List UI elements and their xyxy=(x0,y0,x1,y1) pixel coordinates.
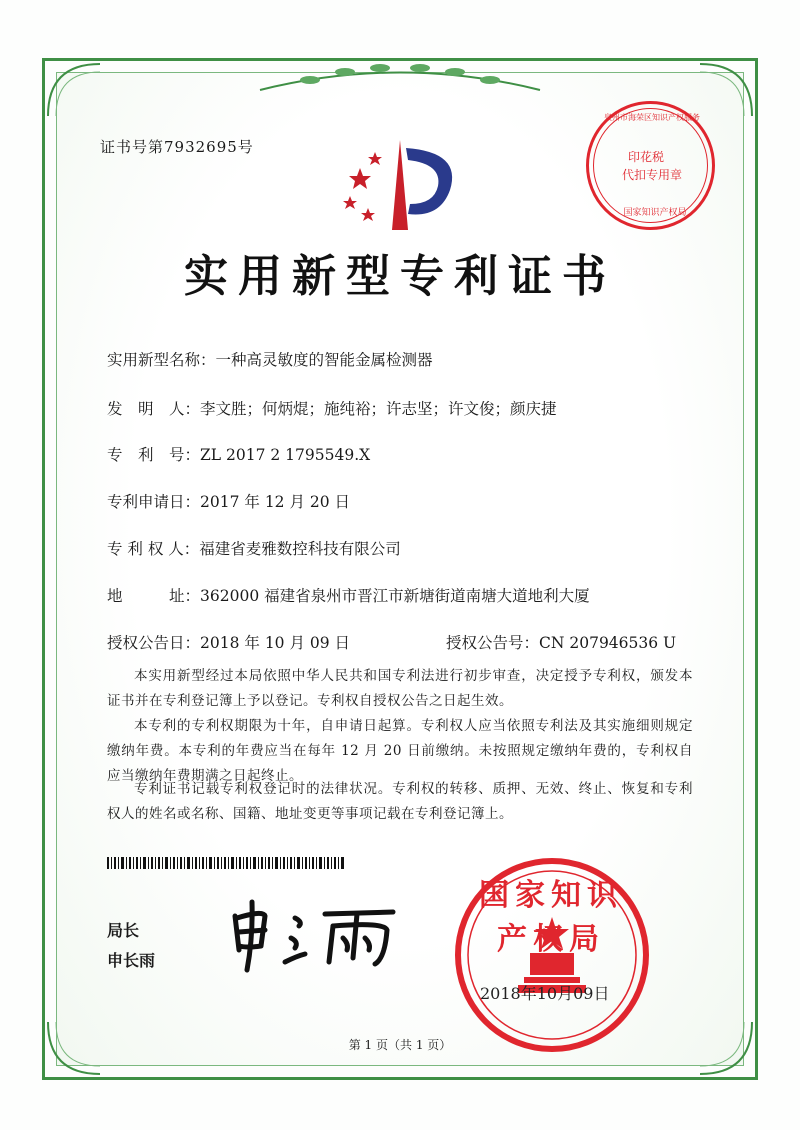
field-label: 专利申请日： xyxy=(107,493,201,511)
body-paragraph-3: 专利证书记载专利权登记时的法律状况。专利权的转移、质押、无效、终止、恢复和专利权人的姓名或名称、国籍、地址变更等事项记载在专利登记簿上。 xyxy=(107,781,693,822)
director-title: 局长 xyxy=(107,921,140,940)
patent-number-row xyxy=(107,443,370,465)
grant-date-row xyxy=(107,631,350,653)
field-label: 地 址： xyxy=(107,587,201,605)
body-paragraph-1: 本实用新型经过本局依照中华人民共和国专利法进行初步审查，决定授予专利权，颁发本证书并在专利登记簿上予以登记。专利权自授权公告之日起生效。 xyxy=(107,668,693,709)
field-label: 实用新型名称： xyxy=(107,351,216,369)
filing-date-row xyxy=(107,490,350,512)
seal-date: 2018年10月09日 xyxy=(480,984,610,1003)
certificate-title: 实用新型专利证书 xyxy=(184,251,616,302)
field-value: 一种高灵敏度的智能金属检测器 xyxy=(215,351,433,369)
grant-number-row xyxy=(446,631,676,653)
body-paragraph-2: 本专利的专利权期限为十年，自申请日起算。专利权人应当依照专利法及其实施细则规定缴纳年费。本专利的年费应当在每年 12 月 20 日前缴纳。未按照规定缴纳年费的，专利权自应当缴纳年费期满之日起终止。 xyxy=(107,718,693,784)
field-value: ZL 2017 2 1795549.X xyxy=(200,446,371,464)
tax-seal-bottom-text: 国家知识产权局 xyxy=(623,208,687,218)
inventor-row xyxy=(107,397,557,419)
field-value: 2017 年 12 月 20 日 xyxy=(200,493,351,511)
tax-seal-line1: 印花税 xyxy=(628,150,665,164)
field-value: 福建省麦雅数控科技有限公司 xyxy=(199,540,401,558)
field-value: CN 207946536 U xyxy=(539,634,677,652)
handwritten-signature-icon xyxy=(225,898,405,973)
director-name: 申长雨 xyxy=(107,951,156,970)
tax-seal-line2: 代扣专用章 xyxy=(622,168,683,182)
field-value: 2018 年 10 月 09 日 xyxy=(200,634,351,652)
seal-circular-text: 国家知识产权局 xyxy=(479,878,623,957)
laurel-ornament-icon xyxy=(250,60,550,100)
corner-ornament-icon xyxy=(44,60,104,120)
field-value: 362000 福建省泉州市晋江市新塘街道南塘大道地利大厦 xyxy=(200,587,590,605)
field-label: 授权公告号： xyxy=(446,634,540,652)
utility-model-name-row xyxy=(107,348,433,370)
tax-seal-outer-text: 泉州市海荣区知识产权服务 xyxy=(604,113,700,122)
field-label: 专 利 号： xyxy=(107,446,201,464)
page-number: 第 1 页（共 1 页） xyxy=(348,1038,452,1052)
field-label: 专 利 权 人： xyxy=(107,540,200,558)
barcode-icon xyxy=(107,857,345,869)
field-value: 李文胜；何炳焜；施纯裕；许志坚；许文俊；颜庆捷 xyxy=(200,400,557,418)
field-label: 发 明 人： xyxy=(107,400,201,418)
address-row xyxy=(107,584,590,606)
field-label: 授权公告日： xyxy=(107,634,201,652)
patent-office-logo-icon xyxy=(330,130,470,240)
patentee-row xyxy=(107,537,401,559)
certificate-number: 证书号第7932695号 xyxy=(100,138,254,156)
